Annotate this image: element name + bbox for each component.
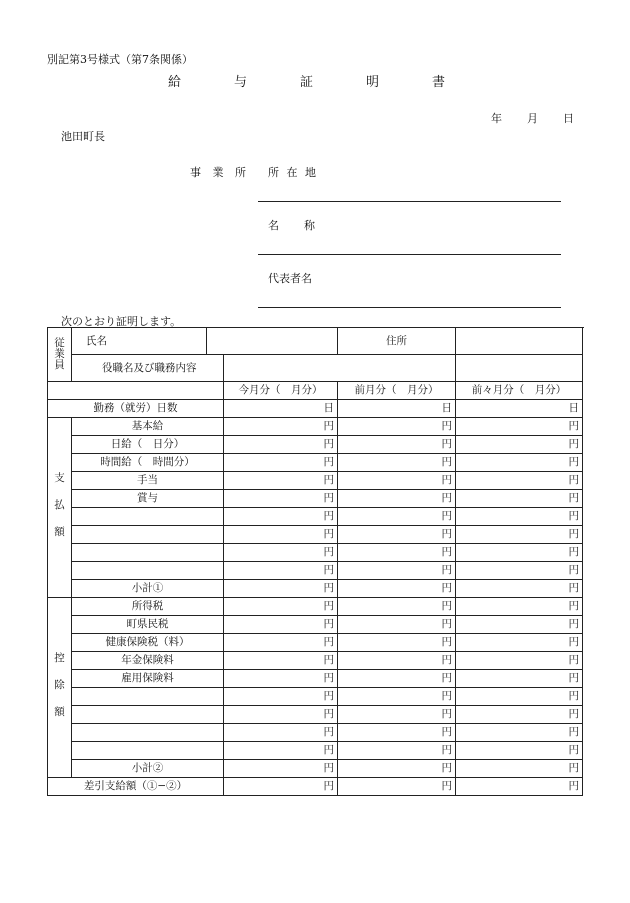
payment-group-char: 払	[54, 499, 65, 511]
name-char: 称	[304, 219, 315, 232]
deduction-row	[48, 688, 583, 706]
payment-row	[48, 490, 583, 508]
deduction-row	[48, 760, 583, 778]
payment-item-label	[72, 544, 224, 562]
payment-row	[48, 562, 583, 580]
column-header-row	[48, 382, 583, 400]
payment-amount-cell[interactable]: 円	[456, 508, 583, 526]
deduction-amount-cell[interactable]: 円	[456, 616, 583, 634]
position-cell[interactable]	[224, 355, 456, 382]
payment-amount-cell[interactable]: 円	[456, 490, 583, 508]
payment-group-char: 額	[54, 526, 65, 538]
deduction-amount-cell[interactable]: 円	[456, 670, 583, 688]
payment-item-label	[72, 562, 224, 580]
position-cell[interactable]	[456, 355, 583, 382]
deduction-amount-cell[interactable]: 円	[456, 652, 583, 670]
deduction-item-label	[72, 706, 224, 724]
deduction-amount-cell[interactable]: 円	[456, 760, 583, 778]
net-pay-cell[interactable]: 円	[338, 778, 456, 796]
date-year-label: 年	[491, 112, 502, 125]
name-char: 名	[268, 219, 279, 232]
deduction-item-label	[72, 724, 224, 742]
deduction-item-label	[72, 688, 224, 706]
representative-label: 代表者名	[268, 272, 312, 285]
payment-item-label: 手当	[72, 472, 224, 490]
deduction-amount-cell[interactable]: 円	[338, 760, 456, 778]
employee-address-label: 住所	[338, 328, 456, 355]
payment-row	[48, 580, 583, 598]
work-days-cell[interactable]: 日	[224, 400, 338, 418]
payment-amount-cell[interactable]: 円	[456, 472, 583, 490]
deduction-amount-cell[interactable]: 円	[224, 724, 338, 742]
deduction-amount-cell[interactable]: 円	[338, 670, 456, 688]
representative-line[interactable]	[258, 307, 561, 308]
payment-amount-cell[interactable]: 円	[338, 436, 456, 454]
work-days-label: 勤務（就労）日数	[48, 400, 224, 418]
payment-row	[48, 472, 583, 490]
deduction-group-label	[48, 598, 72, 778]
payment-item-label: 賞与	[72, 490, 224, 508]
empty-header-cell	[48, 382, 224, 400]
net-pay-cell[interactable]: 円	[224, 778, 338, 796]
payment-amount-cell[interactable]: 円	[456, 436, 583, 454]
deduction-amount-cell[interactable]: 円	[456, 706, 583, 724]
payment-item-label: 基本給	[72, 418, 224, 436]
address-line[interactable]	[258, 201, 561, 202]
deduction-amount-cell[interactable]: 円	[338, 724, 456, 742]
deduction-group-char: 額	[54, 706, 65, 718]
document-title	[168, 71, 498, 90]
deduction-amount-cell[interactable]: 円	[338, 706, 456, 724]
payment-amount-cell[interactable]: 円	[456, 454, 583, 472]
deduction-row	[48, 616, 583, 634]
payment-row	[48, 544, 583, 562]
form-reference: 別記第3号様式（第7条関係）	[47, 53, 193, 66]
deduction-row	[48, 652, 583, 670]
deduction-row	[48, 670, 583, 688]
payment-row	[48, 508, 583, 526]
deduction-group-char: 控	[54, 652, 65, 664]
deduction-amount-cell[interactable]: 円	[338, 598, 456, 616]
payment-item-label	[72, 508, 224, 526]
date-month-label: 月	[527, 112, 538, 125]
col-header-last-month: 前月分（ 月分）	[338, 382, 456, 400]
deduction-row	[48, 598, 583, 616]
deduction-amount-cell[interactable]: 円	[224, 634, 338, 652]
deduction-amount-cell[interactable]: 円	[224, 688, 338, 706]
office-address-label: 所 在 地	[268, 166, 318, 179]
net-pay-cell[interactable]: 円	[456, 778, 583, 796]
title-char: 書	[432, 75, 446, 90]
title-char: 明	[366, 75, 380, 90]
deduction-amount-cell[interactable]: 円	[338, 652, 456, 670]
payment-amount-cell[interactable]: 円	[224, 562, 338, 580]
salary-certificate-table	[47, 327, 583, 796]
deduction-amount-cell[interactable]: 円	[456, 742, 583, 760]
deduction-amount-cell[interactable]: 円	[338, 634, 456, 652]
payment-amount-cell[interactable]: 円	[456, 526, 583, 544]
deduction-item-label: 小計②	[72, 760, 224, 778]
work-days-row	[48, 400, 583, 418]
office-label: 事 業 所	[190, 166, 250, 179]
work-days-cell[interactable]: 日	[338, 400, 456, 418]
deduction-amount-cell[interactable]: 円	[224, 742, 338, 760]
payment-amount-cell[interactable]: 円	[456, 418, 583, 436]
title-char: 給	[168, 75, 182, 90]
deduction-amount-cell[interactable]: 円	[224, 670, 338, 688]
payment-item-label: 小計①	[72, 580, 224, 598]
deduction-amount-cell[interactable]: 円	[456, 634, 583, 652]
deduction-amount-cell[interactable]: 円	[224, 760, 338, 778]
col-header-two-months-ago: 前々月分（ 月分）	[456, 382, 583, 400]
payment-group-char: 支	[54, 472, 65, 484]
employee-position-row	[48, 355, 583, 382]
deduction-amount-cell[interactable]: 円	[338, 616, 456, 634]
title-char: 与	[234, 75, 248, 90]
payment-row	[48, 418, 583, 436]
date-day-label: 日	[563, 112, 574, 125]
payment-row	[48, 436, 583, 454]
payment-amount-cell[interactable]: 円	[224, 454, 338, 472]
payment-amount-cell[interactable]: 円	[456, 544, 583, 562]
deduction-amount-cell[interactable]: 円	[456, 598, 583, 616]
employee-name-cell[interactable]	[207, 328, 338, 355]
payment-amount-cell[interactable]: 円	[338, 562, 456, 580]
payment-amount-cell[interactable]: 円	[456, 580, 583, 598]
net-pay-row	[48, 778, 583, 796]
deduction-amount-cell[interactable]: 円	[224, 598, 338, 616]
employee-name-label: 氏名	[72, 328, 207, 355]
employee-address-cell[interactable]	[456, 328, 583, 355]
deduction-row	[48, 742, 583, 760]
payment-amount-cell[interactable]: 円	[338, 472, 456, 490]
payment-item-label: 時間給（ 時間分）	[72, 454, 224, 472]
payment-amount-cell[interactable]: 円	[224, 436, 338, 454]
payment-row	[48, 454, 583, 472]
work-days-cell[interactable]: 日	[456, 400, 583, 418]
deduction-item-label	[72, 742, 224, 760]
net-pay-label: 差引支給額（①−②）	[48, 778, 224, 796]
deduction-amount-cell[interactable]: 円	[456, 724, 583, 742]
payment-amount-cell[interactable]: 円	[338, 418, 456, 436]
deduction-amount-cell[interactable]: 円	[338, 688, 456, 706]
title-char: 証	[300, 75, 314, 90]
office-name-label	[268, 217, 340, 233]
payment-item-label	[72, 526, 224, 544]
deduction-amount-cell[interactable]: 円	[456, 688, 583, 706]
employee-name-row	[48, 328, 583, 355]
payment-amount-cell[interactable]: 円	[338, 544, 456, 562]
deduction-item-label: 町県民税	[72, 616, 224, 634]
name-line[interactable]	[258, 254, 561, 255]
deduction-item-label: 年金保険料	[72, 652, 224, 670]
payment-amount-cell[interactable]: 円	[338, 490, 456, 508]
deduction-item-label: 健康保険税（料）	[72, 634, 224, 652]
payment-amount-cell[interactable]: 円	[224, 544, 338, 562]
col-header-this-month: 今月分（ 月分）	[224, 382, 338, 400]
payment-amount-cell[interactable]: 円	[338, 454, 456, 472]
payment-amount-cell[interactable]: 円	[224, 508, 338, 526]
deduction-row	[48, 634, 583, 652]
deduction-amount-cell[interactable]: 円	[224, 706, 338, 724]
employee-label: 従業員	[48, 328, 72, 382]
deduction-group-char: 除	[54, 679, 65, 691]
date-field	[491, 110, 599, 126]
payment-amount-cell[interactable]: 円	[224, 418, 338, 436]
payment-amount-cell[interactable]: 円	[224, 580, 338, 598]
deduction-item-label: 所得税	[72, 598, 224, 616]
deduction-amount-cell[interactable]: 円	[224, 616, 338, 634]
payment-amount-cell[interactable]: 円	[338, 580, 456, 598]
recipient: 池田町長	[61, 130, 105, 143]
deduction-row	[48, 724, 583, 742]
intro-text: 次のとおり証明します。	[61, 315, 182, 328]
payment-group-label	[48, 418, 72, 598]
payment-amount-cell[interactable]: 円	[456, 562, 583, 580]
payment-amount-cell[interactable]: 円	[224, 490, 338, 508]
deduction-amount-cell[interactable]: 円	[338, 742, 456, 760]
deduction-row	[48, 706, 583, 724]
payment-amount-cell[interactable]: 円	[224, 526, 338, 544]
position-label: 役職名及び職務内容	[72, 355, 224, 382]
payment-item-label: 日給（ 日分）	[72, 436, 224, 454]
payment-amount-cell[interactable]: 円	[338, 508, 456, 526]
deduction-amount-cell[interactable]: 円	[224, 652, 338, 670]
payment-amount-cell[interactable]: 円	[224, 472, 338, 490]
payment-row	[48, 526, 583, 544]
deduction-item-label: 雇用保険料	[72, 670, 224, 688]
payment-amount-cell[interactable]: 円	[338, 526, 456, 544]
